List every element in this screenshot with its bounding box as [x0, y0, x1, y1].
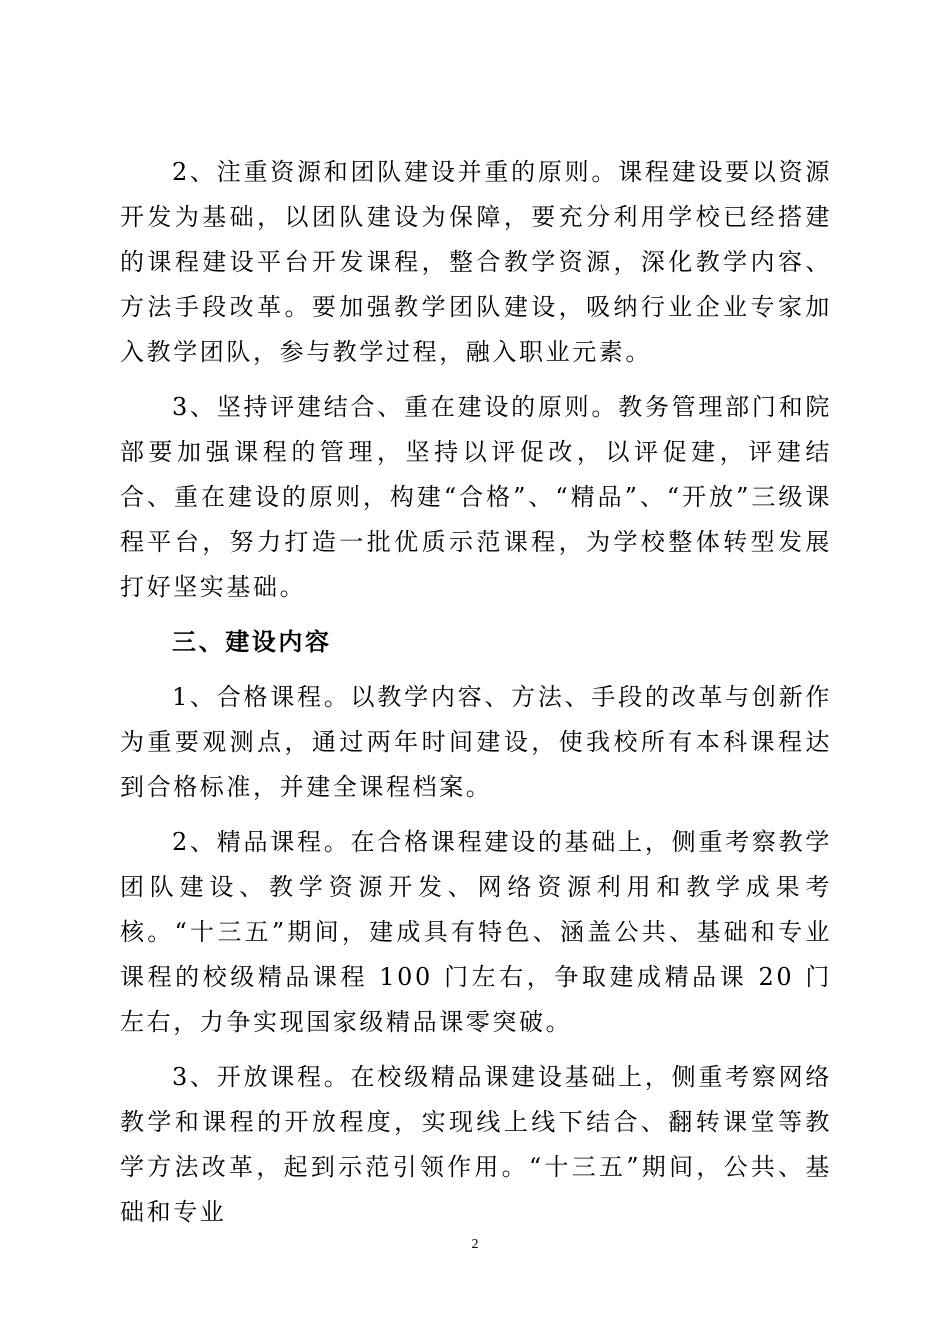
document-body [120, 150, 832, 1245]
page-number: 2 [471, 1237, 479, 1252]
paragraph-principle-2: 2、注重资源和团队建设并重的原则。课程建设要以资源开发为基础，以团队建设为保障，要充分利用学校已经搭建的课程建设平台开发课程，整合教学资源，深化教学内容、方法手段改革。要加强教学团队建设，吸纳行业企业专家加入教学团队，参与教学过程，融入职业元素。 [120, 158, 832, 366]
paragraph-principle-3: 3、坚持评建结合、重在建设的原则。教务管理部门和院部要加强课程的管理，坚持以评促改，以评促建，评建结合、重在建设的原则，构建“合格”、“精品”、“开放”三级课程平台，努力打造一批优质示范课程，为学校整体转型发展打好坚实基础。 [120, 393, 832, 601]
paragraph-quality-course: 2、精品课程。在合格课程建设的基础上，侧重考察教学团队建设、教学资源开发、网络资源利用和教学成果考核。“十三五”期间，建成具有特色、涵盖公共、基础和专业课程的校级精品课程 100 门左右，争取建成精品课 20 门左右，力争实现国家级精品课零突破。 [120, 828, 832, 1036]
paragraph-open-course: 3、开放课程。在校级精品课建设基础上，侧重考察网络教学和课程的开放程度，实现线上线下结合、翻转课堂等教学方法改革，起到示范引领作用。“十三五”期间，公共、基础和专业 [120, 1063, 832, 1226]
section-heading: 三、建设内容 [172, 628, 332, 656]
paragraph-qualified-course: 1、合格课程。以教学内容、方法、手段的改革与创新作为重要观测点，通过两年时间建设，使我校所有本科课程达到合格标准，并建全课程档案。 [120, 683, 832, 801]
